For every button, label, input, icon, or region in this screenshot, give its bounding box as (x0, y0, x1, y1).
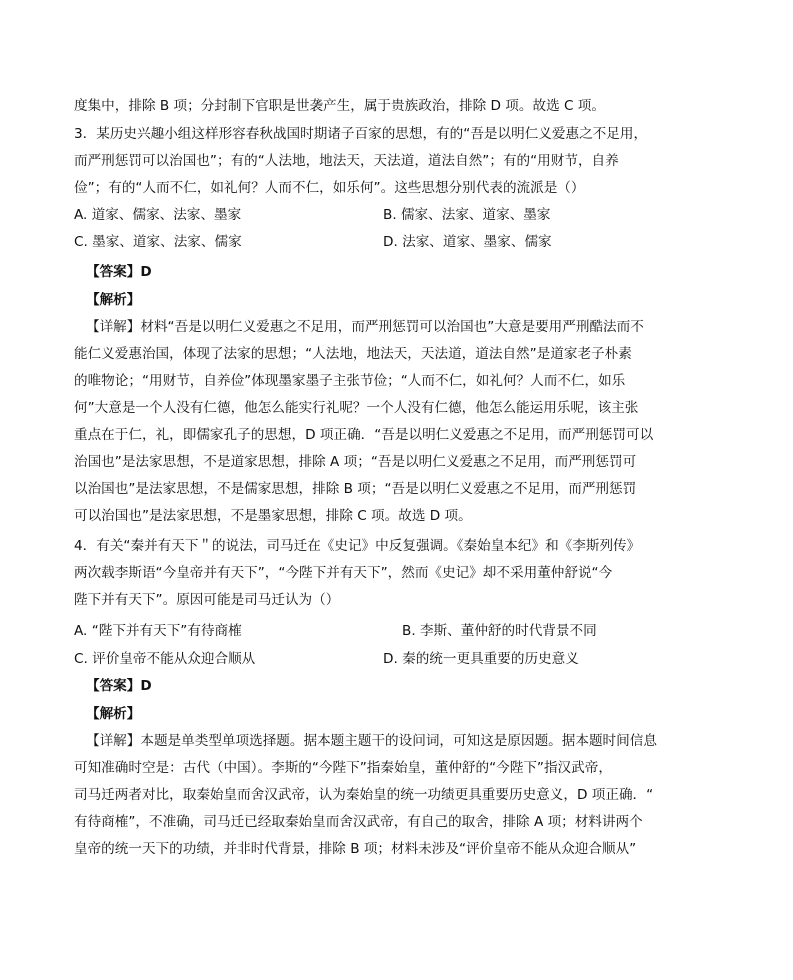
q3-detail-line: 可以治国也”是法家思想，不是墨家思想，排除 C 项。故选 D 项。 (74, 508, 472, 524)
q3-detail-line: 能仁义爱惠治国，体现了法家的思想；“人法地，地法天，天法道，道法自然”是道家老子朴素 (74, 346, 632, 362)
q3-option-c: C. 墨家、道家、法家、儒家 (74, 234, 242, 250)
q3-option-b: B. 儒家、法家、道家、墨家 (383, 207, 551, 223)
text-line: 度集中，排除 B 项；分封制下官职是世袭产生，属于贵族政治，排除 D 项。故选 C 项。 (74, 98, 605, 114)
q3-detail-line: 治国也”是法家思想，不是道家思想，排除 A 项；“吾是以明仁义爱惠之不足用，而严刑惩罚可 (74, 454, 637, 470)
q4-option-c: C. 评价皇帝不能从众迎合顺从 (74, 651, 256, 667)
q4-detail-line: 司马迁两者对比，取秦始皇而舍汉武帝，认为秦始皇的统一功绩更具重要历史意义，D 项正确．“ (74, 787, 654, 803)
q4-detail-line: 可知准确时空是：古代（中国）。李斯的“今陛下”指秦始皇，董仲舒的“今陛下”指汉武帝， (74, 760, 612, 776)
q3-detail-line: 【详解】材料“吾是以明仁义爱惠之不足用，而严刑惩罚可以治国也”大意是要用严刑酷法而不 (86, 319, 644, 335)
q3-option-d: D. 法家、道家、墨家、儒家 (383, 234, 552, 250)
q4-stem-line: 4．有关“秦并有天下＂的说法，司马迁在《史记》中反复强调。《秦始皇本纪》和《李斯列传》 (74, 538, 641, 554)
q3-detail-line: 何”大意是一个人没有仁德，他怎么能实行礼呢？一个人没有仁德，他怎么能运用乐呢，该主张 (74, 400, 639, 416)
q4-option-d: D. 秦的统一更具重要的历史意义 (383, 651, 579, 667)
q4-answer: 【答案】D (86, 678, 152, 694)
q4-detail-line: 【详解】本题是单类型单项选择题。据本题主题干的设问词，可知这是原因题。据本题时间信息 (86, 733, 657, 749)
q4-analysis-label: 【解析】 (86, 706, 141, 722)
q3-analysis-label: 【解析】 (86, 292, 141, 308)
q3-stem-line: 3．某历史兴趣小组这样形容春秋战国时期诸子百家的思想，有的“吾是以明仁义爱惠之不足用， (74, 126, 648, 142)
q3-stem-line: 俭”；有的“人而不仁，如礼何？人而不仁，如乐何”。这些思想分别代表的流派是（） (74, 180, 585, 196)
q4-detail-line: 皇帝的统一天下的功绩，并非时代背景，排除 B 项；材料未涉及“评价皇帝不能从众迎合顺从” (74, 841, 637, 857)
q4-detail-line: 有待商榷”，不准确，司马迁已经取秦始皇而舍汉武帝，有自己的取舍，排除 A 项；材料讲两个 (74, 814, 643, 830)
q3-detail-line: 重点在于仁，礼，即儒家孔子的思想，D 项正确．“吾是以明仁义爱惠之不足用，而严刑惩罚可以 (74, 427, 654, 443)
q4-option-b: B. 李斯、董仲舒的时代背景不同 (402, 623, 597, 639)
q3-stem-line: 而严刑惩罚可以治国也”；有的“人法地，地法天，天法道，道法自然”；有的“用财节，自养 (74, 153, 619, 169)
q4-option-a: A. “陛下并有天下”有待商榷 (74, 623, 242, 639)
q4-stem-line: 两次载李斯语“今皇帝并有天下”，“今陛下并有天下”，然而《史记》却不采用董仲舒说“今 (74, 565, 613, 581)
q3-option-a: A. 道家、儒家、法家、墨家 (74, 207, 242, 223)
q3-detail-line: 以治国也”是法家思想，不是儒家思想，排除 B 项；“吾是以明仁义爱惠之不足用，而严刑惩罚 (74, 481, 637, 497)
q4-stem-line: 陛下并有天下”。原因可能是司马迁认为（） (74, 592, 340, 608)
q3-detail-line: 的唯物论；“用财节，自养俭”体现墨家墨子主张节俭；“人而不仁，如礼何？人而不仁，如乐 (74, 373, 626, 389)
q3-answer: 【答案】D (86, 264, 152, 280)
